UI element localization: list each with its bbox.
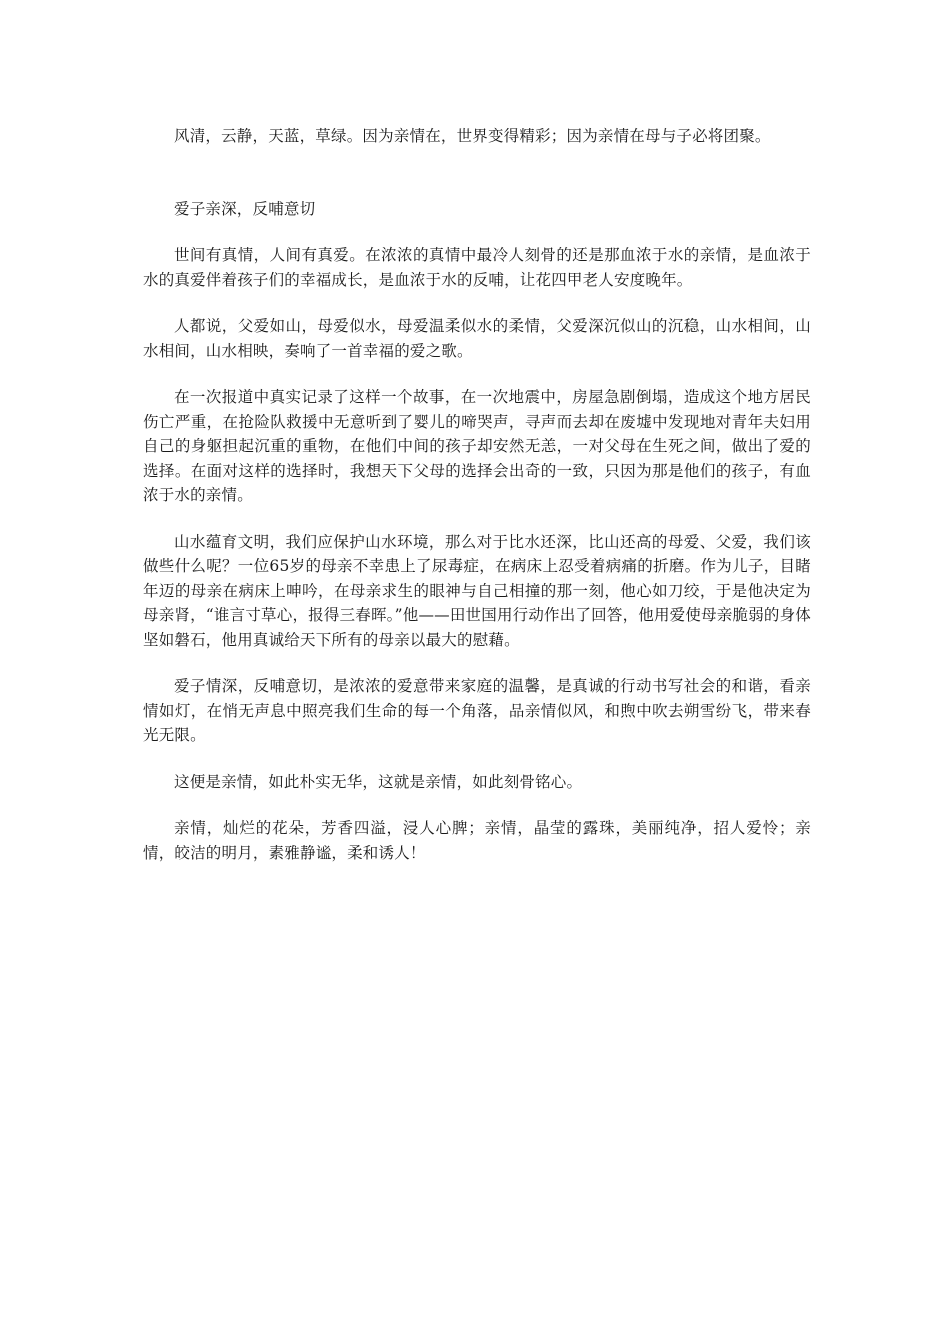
paragraph: 世间有真情，人间有真爱。在浓浓的真情中最冷人刻骨的还是那血浓于水的亲情，是血浓于水的真爱伴着孩子们的幸福成长，是血浓于水的反哺，让花四甲老人安度晚年。 [143,246,811,289]
paragraph-closing: 亲情，灿烂的花朵，芳香四溢，浸人心脾；亲情，晶莹的露珠，美丽纯净，招人爱怜；亲情，皎洁的明月，素雅静谧，柔和诱人！ [143,819,811,862]
document-body [143,124,811,887]
paragraph: 山水蕴育文明，我们应保护山水环境，那么对于比水还深，比山还高的母爱、父爱，我们该做些什么呢？一位65岁的母亲不幸患上了尿毒症，在病床上忍受着病痛的折磨。作为儿子，目睹年迈的母亲在病床上呻吟，在母亲求生的眼神与自己相撞的那一刻，他心如刀绞，于是他决定为母亲肾，“谁言寸草心，报得三春晖。”他——田世国用行动作出了回答，他用爱使母亲脆弱的身体坚如磐石，他用真诚给天下所有的母亲以最大的慰藉。 [143,532,811,649]
paragraph: 这便是亲情，如此朴实无华，这就是亲情，如此刻骨铭心。 [174,772,583,791]
section-heading: 爱子亲深，反哺意切 [174,199,316,218]
paragraph: 爱子情深，反哺意切，是浓浓的爱意带来家庭的温馨，是真诚的行动书写社会的和谐，看亲情如灯，在悄无声息中照亮我们生命的每一个角落，品亲情似风，和煦中吹去朔雪纷飞，带来春光无限。 [143,677,811,744]
paragraph: 在一次报道中真实记录了这样一个故事，在一次地震中，房屋急剧倒塌，造成这个地方居民伤亡严重，在抢险队救援中无意听到了婴儿的啼哭声，寻声而去却在废墟中发现地对青年夫妇用自己的身躯担起沉重的重物，在他们中间的孩子却安然无恙，一对父母在生死之间，做出了爱的选择。在面对这样的选择时，我想天下父母的选择会出奇的一致，只因为那是他们的孩子，有血浓于水的亲情。 [143,388,811,504]
paragraph: 人都说，父爱如山，母爱似水，母爱温柔似水的柔情，父爱深沉似山的沉稳，山水相间，山水相间，山水相映，奏响了一首幸福的爱之歌。 [143,317,811,360]
paragraph-intro: 风清，云静，天蓝，草绿。因为亲情在，世界变得精彩；因为亲情在母与子必将团聚。 [174,127,771,145]
